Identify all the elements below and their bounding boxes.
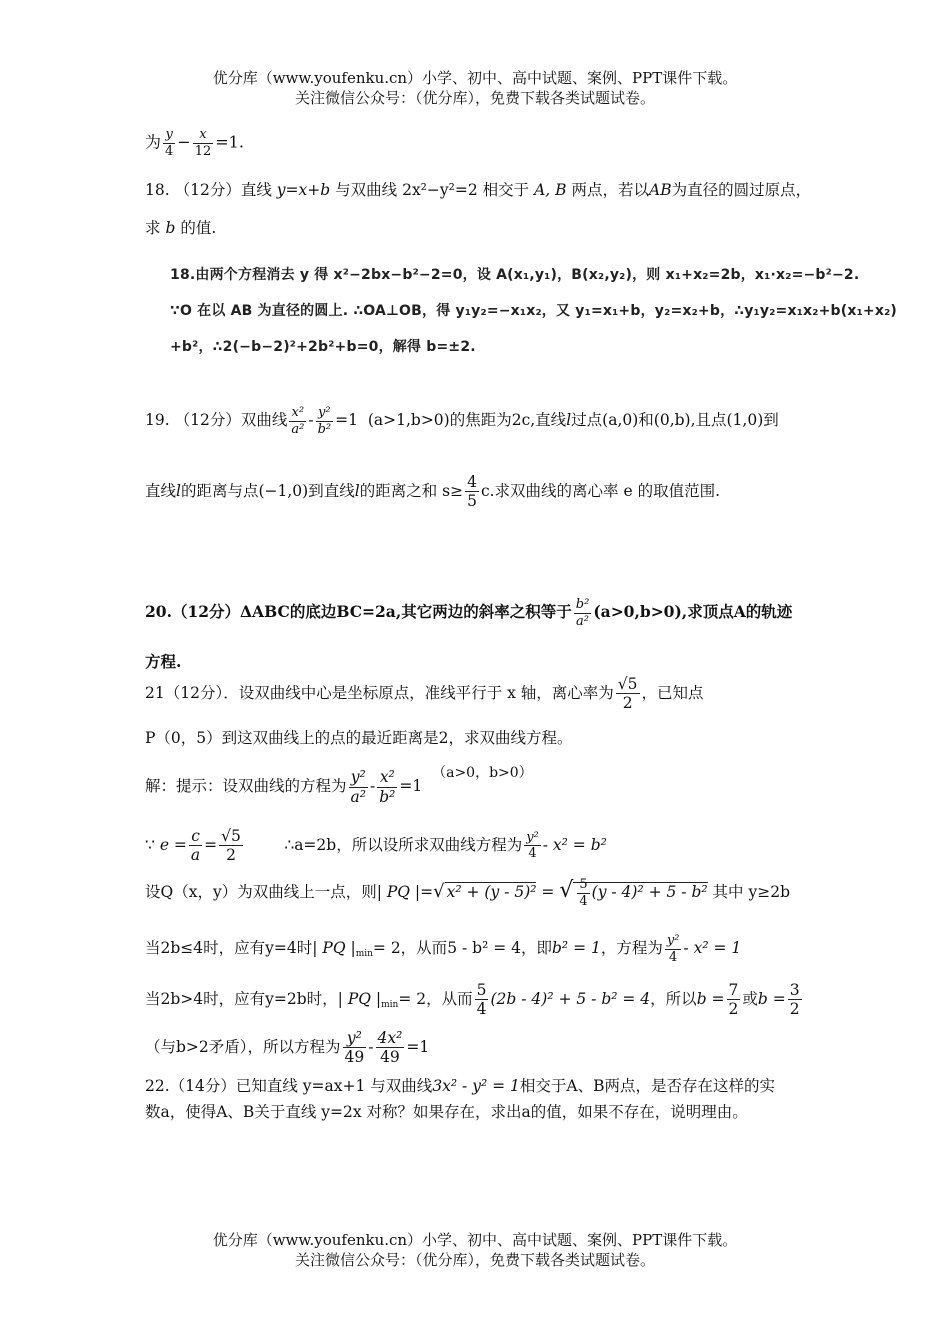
q21-case-2: 当2b>4时，应有y=2b时，| PQ $|_{min}= 2$，从而 $\frac{5}{4}$ (2b - 4)² + 5 - b² = 4，所以b = $\frac{7}{2}$ 或b = $\frac{3}{2}$: [145, 981, 800, 1019]
prev-answer-prefix: 为: [145, 132, 162, 152]
q18-text: 18. （12分）直线 y=x+b 与双曲线 2x²−y²=2 相交于 A, B 两点，若以AB为直径的圆过原点，: [145, 181, 812, 199]
q19-text: 19. （12分）双曲线 $\frac{\text{x²}}{\text{a²}}$ - $\frac{\text{y²}}{\text{b²}}$ =1 (a>1,b>0)的焦距为2c,直线l过点(a,0)和(0,b),且点(1,0)到: [145, 405, 779, 437]
q22-text-line2: 数a，使得A、B关于直线 y=2x 对称？如果存在，求出a的值，如果不存在，说明理由。: [145, 1103, 748, 1121]
fraction: $\frac{3}{2}$: [789, 981, 800, 1019]
q21-pq-distance: 设Q（x，y）为双曲线上一点，则| PQ |=√ x² + (y - 5)² = √ $\frac{5}{4}$ (y - 4)² + 5 - b² 其中 y≥2b: [145, 877, 791, 909]
fraction: $\frac{√5}{2}$: [617, 675, 638, 713]
q21-text: 21（12分）．设双曲线中心是坐标原点，准线平行于 x 轴，离心率为 $\frac{√5}{2}$ ，已知点: [145, 675, 704, 713]
q18-solution-line-3: +b²，∴2(−b−2)²+2b²+b=0，解得 b=±2.: [170, 339, 476, 355]
q21-solution-intro: 解：提示：设双曲线的方程为 $\frac{\text{y²}}{\text{a²}}$ - $\frac{\text{x²}}{\text{b²}}$ =1 （a>0，b>0）: [145, 765, 533, 806]
fraction: $\frac{y}{4}$: [165, 127, 174, 159]
fraction: $\frac{\text{y²}}{4}$: [666, 933, 680, 965]
footer-line-1: 优分库（www.youfenku.cn）小学、初中、高中试题、案例、PPT课件下载。: [212, 1231, 738, 1249]
q19-text-line2: 直线l的距离与点(−1,0)到直线l的距离之和 s≥ $\frac{4}{5}$ c.求双曲线的离心率 e 的取值范围.: [145, 473, 721, 511]
fraction: $\frac{c}{a}$: [190, 827, 201, 865]
fraction: $\frac{4}{5}$: [467, 473, 477, 511]
q18-solution-line-1: 18.由两个方程消去 y 得 x²−2bx−b²−2=0，设 A(x₁,y₁)，B(x₂,y₂)，则 x₁+x₂=2b，x₁·x₂=−b²−2.: [170, 267, 860, 283]
q20-text: 20.（12分）ΔABC的底边BC=2a,其它两边的斜率之积等于 $\frac{\text{b²}}{\text{a²}}$ (a>0,b>0),求顶点A的轨迹: [145, 597, 793, 629]
q20-text-line2: 方程.: [145, 652, 182, 671]
fraction: $\frac{\text{x²}}{\text{b²}}$: [379, 768, 396, 806]
fraction: $\frac{\text{y²}}{49}$: [344, 1029, 365, 1067]
fraction: $\frac{\text{4x²}}{49}$: [377, 1029, 403, 1067]
q21-text-line2: P（0，5）到这双曲线上的点的最近距离是2，求双曲线方程。: [145, 729, 573, 747]
q21-eccentricity: ∵ e = $\frac{c}{a}$ = $\frac{√5}{2}$ ∴a=2b，所以设所求双曲线方程为 $\frac{\text{y²}}{4}$ - x² = b²: [145, 827, 607, 865]
footer-line-2: 关注微信公众号：（优分库），免费下载各类试题试卷。: [294, 1251, 655, 1269]
fraction: $\frac{√5}{2}$: [221, 827, 241, 865]
header-line-2: 关注微信公众号：（优分库），免费下载各类试题试卷。: [294, 89, 655, 107]
q18-solution-line-2: ∵O 在以 AB 为直径的圆上. ∴OA⊥OB，得 y₁y₂=−x₁x₂，又 y₁=x₁+b，y₂=x₂+b，∴y₁y₂=x₁x₂+b(x₁+x₂): [170, 303, 898, 319]
header-line-1: 优分库（www.youfenku.cn）小学、初中、高中试题、案例、PPT课件下载。: [212, 69, 738, 87]
fraction: $\frac{\text{y²}}{4}$: [526, 829, 539, 862]
fraction: $\frac{5}{4}$: [579, 877, 588, 909]
q18-text-line2: 求 b 的值.: [145, 219, 217, 237]
fraction: $\frac{\text{y²}}{\text{a²}}$: [350, 768, 366, 806]
fraction: $\frac{\text{y²}}{\text{b²}}$: [317, 405, 332, 437]
fraction: $\frac{x}{12}$: [194, 127, 212, 159]
fraction: $\frac{\text{x²}}{\text{a²}}$: [291, 405, 305, 437]
q21-case-1: 当2b≤4时，应有y=4时| PQ $|_{min}= 2$，从而5 - b² = 4，即b² = 1，方程为 $\frac{\text{y²}}{4}$ - x² = 1: [145, 933, 742, 965]
fraction: $\frac{7}{2}$: [728, 981, 739, 1019]
q21-answer: （与b>2矛盾），所以方程为 $\frac{\text{y²}}{49}$ - $\frac{\text{4x²}}{49}$ =1: [145, 1029, 430, 1067]
prev-answer: 为 $\frac{y}{4}$ − $\frac{x}{12}$ =1.: [145, 127, 244, 159]
q22-text: 22.（14分）已知直线 y=ax+1 与双曲线3x² - y² = 1相交于A、B两点，是否存在这样的实: [145, 1077, 775, 1095]
fraction: $\frac{\text{b²}}{\text{a²}}$: [575, 597, 590, 629]
fraction: $\frac{5}{4}$: [476, 981, 487, 1019]
